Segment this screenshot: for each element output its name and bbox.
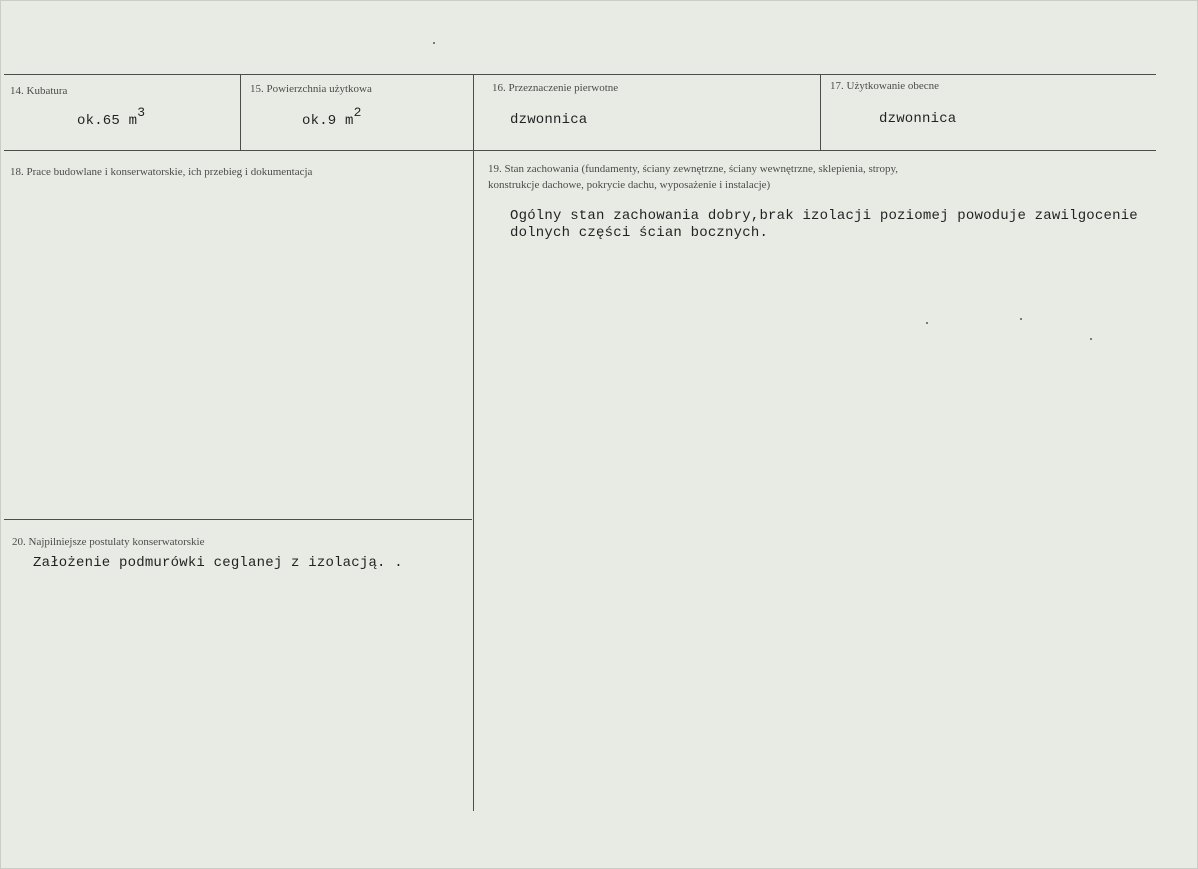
scan-speck [1090,338,1092,340]
top-rule [4,74,1156,75]
field-16-value: dzwonnica [510,112,588,128]
scan-speck [926,322,928,324]
field-15-value [302,105,362,130]
field-15-value-text: ok.9 m [302,113,354,129]
field-20-label: 20. Najpilniejsze postulaty konserwatorskie [12,536,205,548]
scan-speck [433,42,435,44]
field-19-text-line2: dolnych części ścian bocznych. [510,225,769,241]
field-14-label: 14. Kubatura [10,85,68,97]
field-16-label: 16. Przeznaczenie pierwotne [492,82,619,94]
divider-16-17 [820,75,821,150]
field-19-label-line1: 19. Stan zachowania (fundamenty, ściany zewnętrzne, ściany wewnętrzne, sklepienia, stropy, [488,163,899,175]
field-18-label: 18. Prace budowlane i konserwatorskie, ich przebieg i dokumentacja [10,166,313,178]
scan-speck [1020,318,1022,320]
divider-14-15 [240,75,241,150]
field-15-unit-exponent: 2 [353,105,362,120]
field-14-value [77,105,146,130]
field-17-label: 17. Użytkowanie obecne [830,80,940,92]
field-15-label: 15. Powierzchnia użytkowa [250,83,372,95]
field-19-text-line1: Ogólny stan zachowania dobry,brak izolacji poziomej powoduje zawilgocenie [510,208,1138,224]
field-14-unit-exponent: 3 [137,105,146,120]
row-rule [4,150,1156,151]
field-19-label-line2: konstrukcje dachowe, pokrycie dachu, wyposażenie i instalacje) [488,179,771,191]
field-17-value: dzwonnica [879,111,957,127]
field-20-text: Założenie podmurówki ceglanej z izolacją. . [33,555,403,571]
divider-main [473,75,474,811]
field-14-value-text: ok.65 m [77,113,138,129]
section-rule [4,519,472,520]
